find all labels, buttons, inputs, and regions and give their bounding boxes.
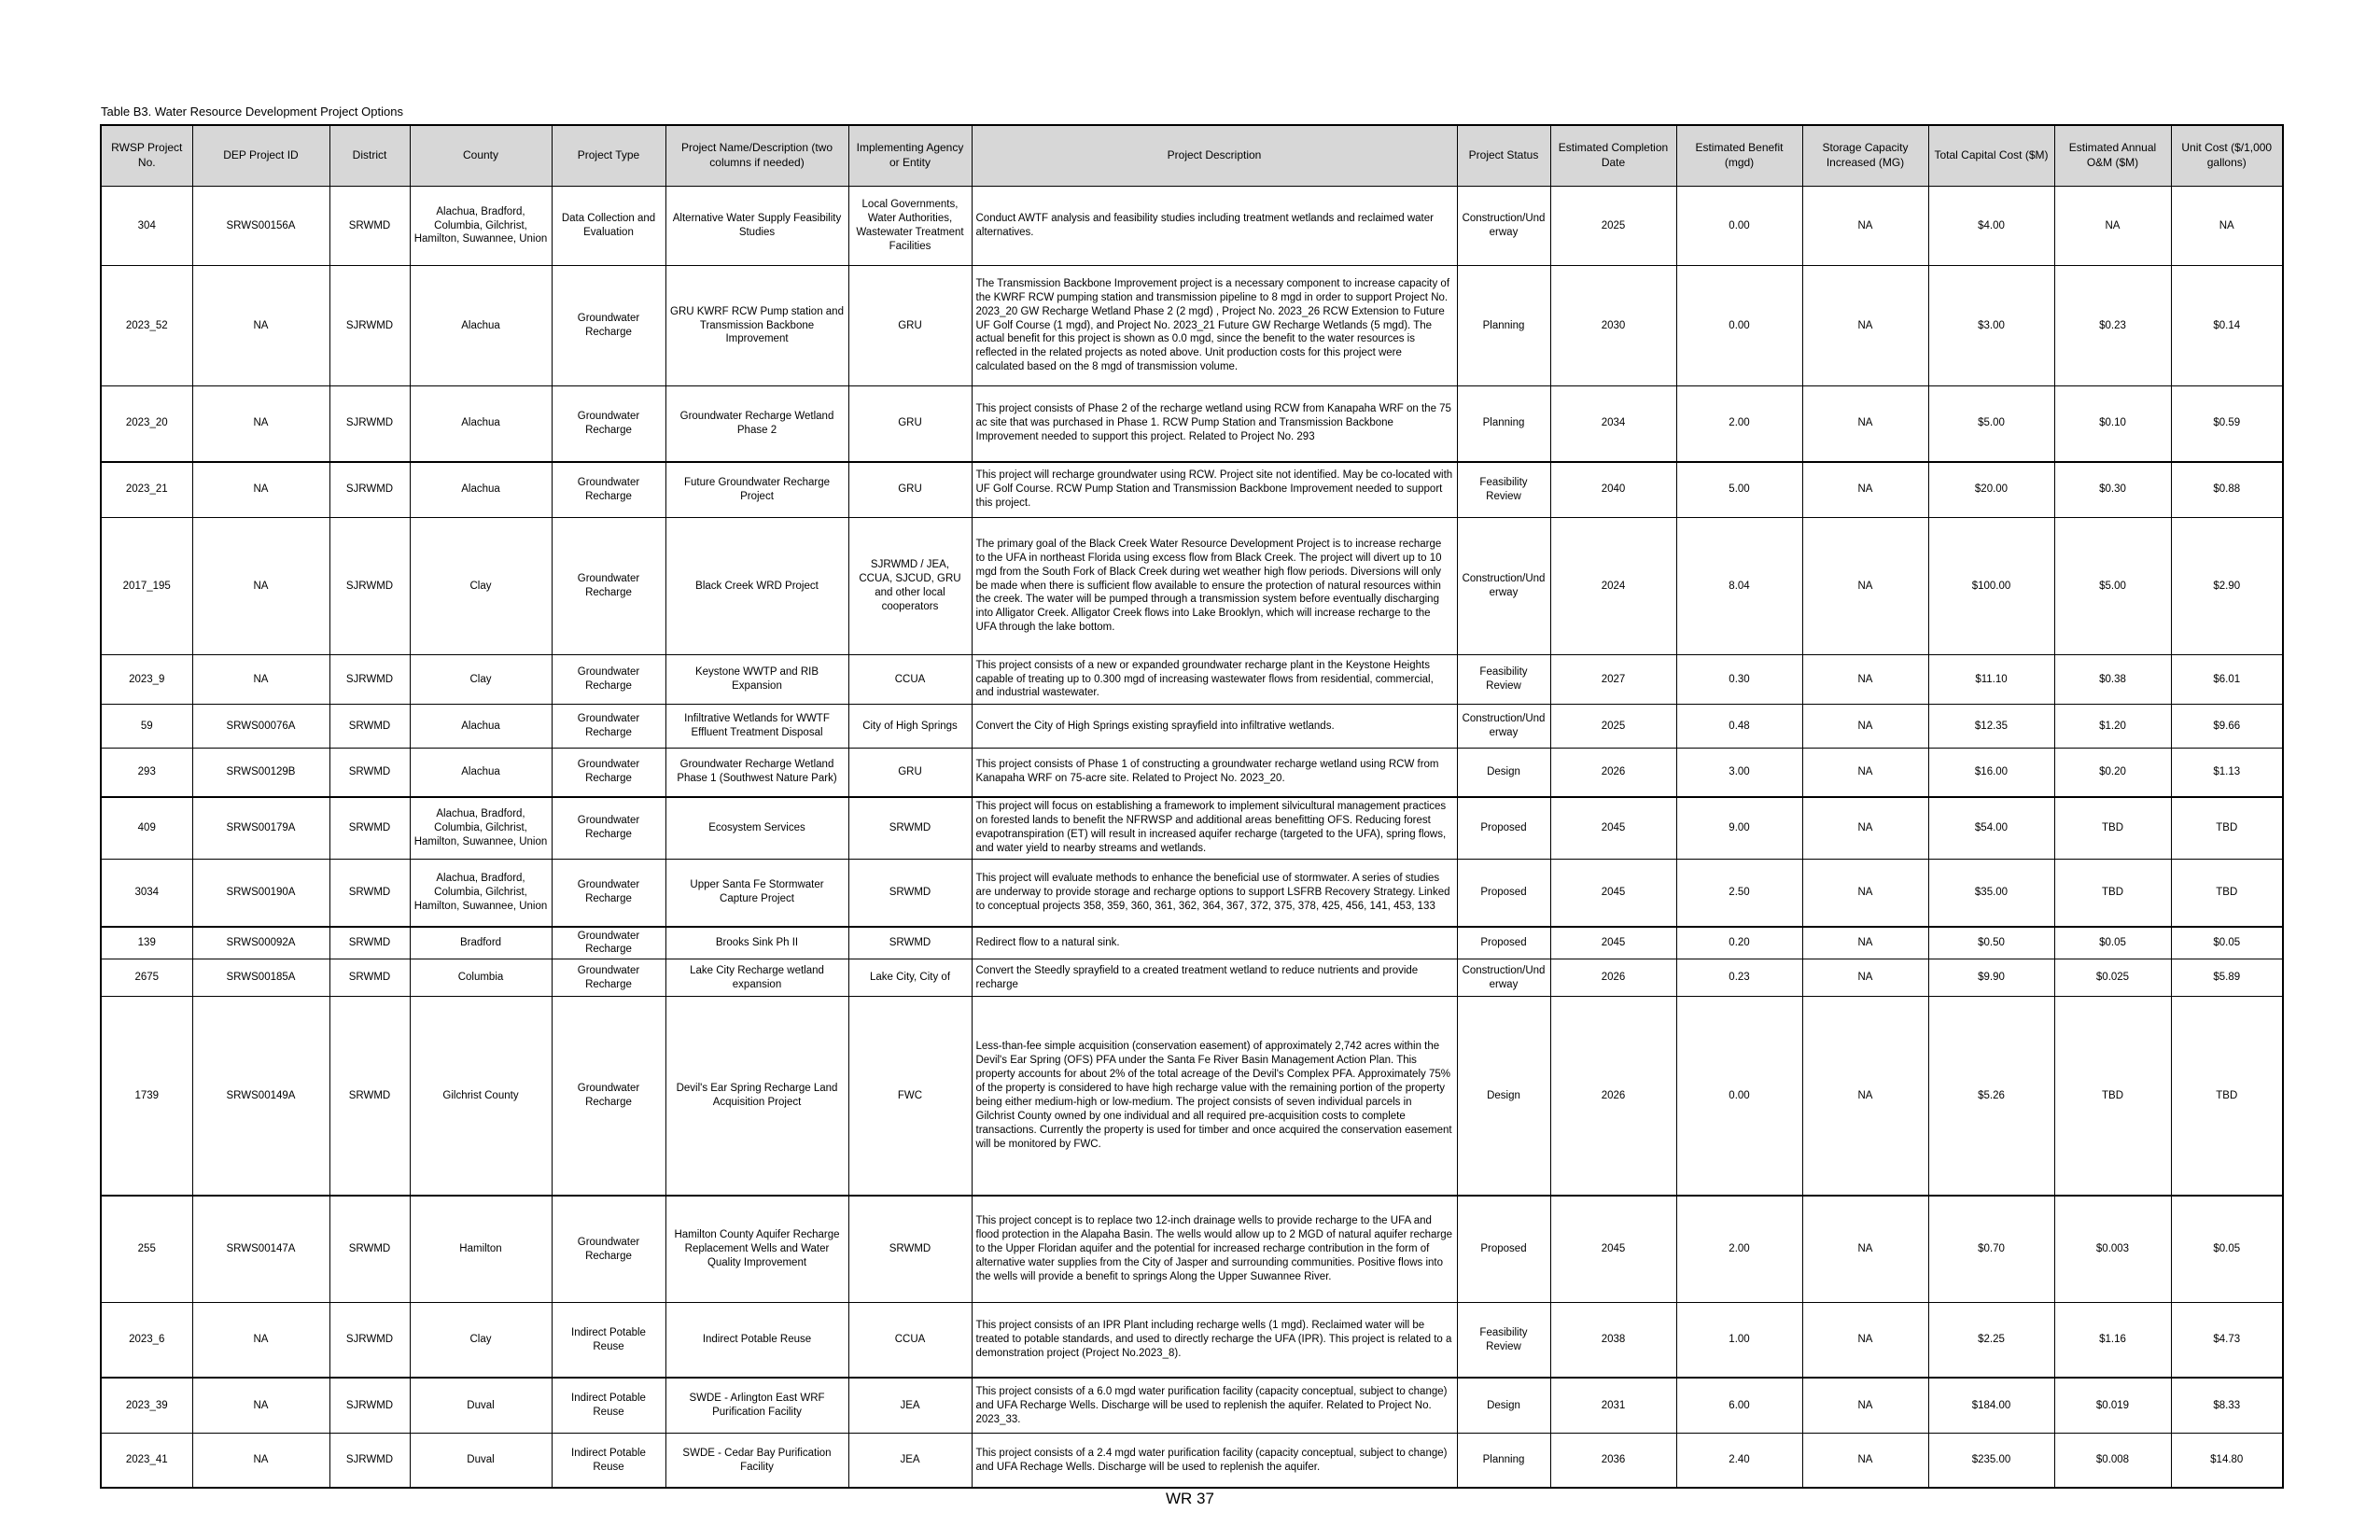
- cell-type: Groundwater Recharge: [552, 959, 665, 997]
- cell-status: Feasibility Review: [1457, 1303, 1550, 1378]
- column-header-name: Project Name/Description (two columns if needed): [665, 125, 848, 187]
- cell-county: Gilchrist County: [410, 997, 552, 1196]
- cell-dep_id: NA: [192, 1434, 329, 1488]
- cell-description: This project consists of a 2.4 mgd water purification facility (capacity conceptual, subject to change) and UFA Rechage Wells. Discharge will be used to replenish the aquifer.: [972, 1434, 1457, 1488]
- cell-type: Groundwater Recharge: [552, 860, 665, 927]
- cell-storage_mg: NA: [1802, 797, 1928, 860]
- column-header-type: Project Type: [552, 125, 665, 187]
- cell-description: This project will evaluate methods to enhance the beneficial use of stormwater. A series of studies are underway to provide storage and recharge options to support LSFRB Recovery Strategy. Linked to conceptual projects 358, 359, 360, 361, 362, 364, 367, 372, 375, 378, 425, 456, 141, 453, 133: [972, 860, 1457, 927]
- cell-completion: 2030: [1550, 266, 1676, 386]
- cell-storage_mg: NA: [1802, 1378, 1928, 1434]
- cell-unit_cost: $9.66: [2171, 705, 2283, 749]
- cell-status: Construction/Underway: [1457, 187, 1550, 266]
- cell-county: Alachua: [410, 749, 552, 797]
- cell-unit_cost: TBD: [2171, 997, 2283, 1196]
- cell-type: Groundwater Recharge: [552, 1196, 665, 1303]
- cell-benefit_mgd: 1.00: [1676, 1303, 1802, 1378]
- cell-capital_cost: $5.00: [1928, 386, 2054, 462]
- cell-annual_om: $1.20: [2054, 705, 2171, 749]
- cell-annual_om: $0.20: [2054, 749, 2171, 797]
- table-row: [101, 266, 2283, 386]
- cell-storage_mg: NA: [1802, 386, 1928, 462]
- cell-county: Clay: [410, 655, 552, 705]
- cell-type: Groundwater Recharge: [552, 386, 665, 462]
- cell-unit_cost: $0.05: [2171, 927, 2283, 959]
- cell-district: SJRWMD: [329, 518, 410, 655]
- cell-capital_cost: $5.26: [1928, 997, 2054, 1196]
- cell-type: Groundwater Recharge: [552, 266, 665, 386]
- table-row: [101, 1303, 2283, 1378]
- cell-district: SJRWMD: [329, 462, 410, 518]
- cell-storage_mg: NA: [1802, 860, 1928, 927]
- cell-benefit_mgd: 0.20: [1676, 927, 1802, 959]
- cell-name: Groundwater Recharge Wetland Phase 2: [665, 386, 848, 462]
- cell-description: This project consists of a 6.0 mgd water purification facility (capacity conceptual, subject to change) and UFA Recharge Wells. Discharge will be used to replenish the aquifer. Related to Project No. 2023_33.: [972, 1378, 1457, 1434]
- cell-benefit_mgd: 0.23: [1676, 959, 1802, 997]
- cell-name: Black Creek WRD Project: [665, 518, 848, 655]
- cell-district: SJRWMD: [329, 1434, 410, 1488]
- cell-agency: Local Governments, Water Authorities, Wastewater Treatment Facilities: [848, 187, 972, 266]
- cell-benefit_mgd: 5.00: [1676, 462, 1802, 518]
- cell-annual_om: $5.00: [2054, 518, 2171, 655]
- cell-annual_om: $0.10: [2054, 386, 2171, 462]
- cell-annual_om: TBD: [2054, 997, 2171, 1196]
- cell-completion: 2025: [1550, 705, 1676, 749]
- table-row: [101, 959, 2283, 997]
- cell-name: Infiltrative Wetlands for WWTF Effluent Treatment Disposal: [665, 705, 848, 749]
- cell-id: 1739: [101, 997, 192, 1196]
- cell-status: Proposed: [1457, 1196, 1550, 1303]
- cell-agency: GRU: [848, 266, 972, 386]
- page-footer: WR 37: [1166, 1490, 1214, 1507]
- cell-completion: 2036: [1550, 1434, 1676, 1488]
- cell-dep_id: NA: [192, 518, 329, 655]
- cell-agency: GRU: [848, 749, 972, 797]
- cell-storage_mg: NA: [1802, 462, 1928, 518]
- cell-agency: SJRWMD / JEA, CCUA, SJCUD, GRU and other local cooperators: [848, 518, 972, 655]
- cell-completion: 2031: [1550, 1378, 1676, 1434]
- cell-annual_om: $0.30: [2054, 462, 2171, 518]
- cell-id: 2675: [101, 959, 192, 997]
- cell-unit_cost: $0.59: [2171, 386, 2283, 462]
- cell-status: Design: [1457, 749, 1550, 797]
- cell-status: Construction/Underway: [1457, 705, 1550, 749]
- cell-completion: 2026: [1550, 997, 1676, 1196]
- cell-storage_mg: NA: [1802, 927, 1928, 959]
- cell-benefit_mgd: 0.00: [1676, 266, 1802, 386]
- table-header-row: [101, 125, 2283, 187]
- cell-status: Feasibility Review: [1457, 655, 1550, 705]
- cell-description: Convert the City of High Springs existing sprayfield into infiltrative wetlands.: [972, 705, 1457, 749]
- cell-agency: JEA: [848, 1378, 972, 1434]
- column-header-annual_om: Estimated Annual O&M ($M): [2054, 125, 2171, 187]
- cell-status: Proposed: [1457, 797, 1550, 860]
- cell-status: Design: [1457, 1378, 1550, 1434]
- cell-unit_cost: $8.33: [2171, 1378, 2283, 1434]
- cell-unit_cost: $4.73: [2171, 1303, 2283, 1378]
- cell-annual_om: NA: [2054, 187, 2171, 266]
- cell-completion: 2045: [1550, 860, 1676, 927]
- cell-description: Conduct AWTF analysis and feasibility studies including treatment wetlands and reclaimed water alternatives.: [972, 187, 1457, 266]
- cell-dep_id: SRWS00147A: [192, 1196, 329, 1303]
- cell-benefit_mgd: 2.00: [1676, 1196, 1802, 1303]
- cell-name: Upper Santa Fe Stormwater Capture Project: [665, 860, 848, 927]
- cell-unit_cost: NA: [2171, 187, 2283, 266]
- cell-capital_cost: $4.00: [1928, 187, 2054, 266]
- cell-county: Clay: [410, 518, 552, 655]
- cell-name: Devil's Ear Spring Recharge Land Acquisition Project: [665, 997, 848, 1196]
- cell-county: Clay: [410, 1303, 552, 1378]
- table-row: [101, 386, 2283, 462]
- cell-name: Future Groundwater Recharge Project: [665, 462, 848, 518]
- cell-description: Convert the Steedly sprayfield to a created treatment wetland to reduce nutrients and provide recharge: [972, 959, 1457, 997]
- cell-id: 293: [101, 749, 192, 797]
- cell-agency: GRU: [848, 462, 972, 518]
- cell-county: Alachua: [410, 705, 552, 749]
- column-header-description: Project Description: [972, 125, 1457, 187]
- cell-unit_cost: $0.05: [2171, 1196, 2283, 1303]
- cell-description: This project will recharge groundwater using RCW. Project site not identified. May be co-located with UF Golf Course. RCW Pump Station and Transmission Backbone Improvement needed to support this project.: [972, 462, 1457, 518]
- cell-agency: City of High Springs: [848, 705, 972, 749]
- cell-annual_om: TBD: [2054, 860, 2171, 927]
- cell-county: Bradford: [410, 927, 552, 959]
- cell-benefit_mgd: 2.40: [1676, 1434, 1802, 1488]
- cell-type: Data Collection and Evaluation: [552, 187, 665, 266]
- column-header-unit_cost: Unit Cost ($/1,000 gallons): [2171, 125, 2283, 187]
- cell-capital_cost: $2.25: [1928, 1303, 2054, 1378]
- column-header-benefit_mgd: Estimated Benefit (mgd): [1676, 125, 1802, 187]
- column-header-completion: Estimated Completion Date: [1550, 125, 1676, 187]
- cell-completion: 2038: [1550, 1303, 1676, 1378]
- column-header-id: RWSP Project No.: [101, 125, 192, 187]
- cell-name: Ecosystem Services: [665, 797, 848, 860]
- cell-county: Alachua, Bradford, Columbia, Gilchrist, Hamilton, Suwannee, Union: [410, 187, 552, 266]
- table-row: [101, 749, 2283, 797]
- cell-description: The Transmission Backbone Improvement project is a necessary component to increase capacity of the KWRF RCW pumping station and transmission pipeline to 8 mgd in order to support Project No. 2023_20 GW Recharge Wetland Phase 2 (2 mgd) , Project No. 2023_26 RCW Extension to Future UF Golf Course (1 mgd), and Project No. 2023_21 Future GW Recharge Wetlands (5 mgd). The actual benefit for this project is shown as 0.0 mgd, since the benefit to the water resources is reflected in the related projects as noted above. Unit production costs for this project were calculated based on the 8 mgd of transmission volume.: [972, 266, 1457, 386]
- cell-id: 2017_195: [101, 518, 192, 655]
- cell-dep_id: SRWS00190A: [192, 860, 329, 927]
- cell-dep_id: NA: [192, 266, 329, 386]
- cell-type: Groundwater Recharge: [552, 797, 665, 860]
- cell-type: Groundwater Recharge: [552, 997, 665, 1196]
- cell-district: SRWMD: [329, 705, 410, 749]
- projects-table: [100, 124, 2284, 1489]
- table-row: [101, 705, 2283, 749]
- table-row: [101, 1378, 2283, 1434]
- cell-agency: CCUA: [848, 655, 972, 705]
- cell-district: SJRWMD: [329, 266, 410, 386]
- cell-annual_om: TBD: [2054, 797, 2171, 860]
- cell-dep_id: SRWS00156A: [192, 187, 329, 266]
- cell-description: This project will focus on establishing a framework to implement silvicultural management practices on forested lands to benefit the NFRWSP and additional areas benefitting OFS. Reducing forest evapotranspiration (ET) will result in increased aquifer recharge (targeted to the UFA), spring flows, and water yield to nearby streams and wetlands.: [972, 797, 1457, 860]
- cell-id: 2023_21: [101, 462, 192, 518]
- cell-dep_id: NA: [192, 1378, 329, 1434]
- cell-status: Planning: [1457, 266, 1550, 386]
- cell-dep_id: SRWS00076A: [192, 705, 329, 749]
- cell-description: This project consists of Phase 1 of constructing a groundwater recharge wetland using RCW from Kanapaha WRF on 75-acre site. Related to Project No. 2023_20.: [972, 749, 1457, 797]
- cell-status: Proposed: [1457, 860, 1550, 927]
- cell-unit_cost: $5.89: [2171, 959, 2283, 997]
- cell-benefit_mgd: 2.50: [1676, 860, 1802, 927]
- cell-capital_cost: $184.00: [1928, 1378, 2054, 1434]
- cell-benefit_mgd: 0.00: [1676, 997, 1802, 1196]
- cell-capital_cost: $12.35: [1928, 705, 2054, 749]
- cell-county: Duval: [410, 1378, 552, 1434]
- cell-district: SJRWMD: [329, 655, 410, 705]
- cell-county: Alachua, Bradford, Columbia, Gilchrist, Hamilton, Suwannee, Union: [410, 860, 552, 927]
- cell-completion: 2045: [1550, 797, 1676, 860]
- cell-completion: 2040: [1550, 462, 1676, 518]
- cell-storage_mg: NA: [1802, 705, 1928, 749]
- cell-type: Groundwater Recharge: [552, 655, 665, 705]
- cell-description: This project consists of Phase 2 of the recharge wetland using RCW from Kanapaha WRF on the 75 ac site that was purchased in Phase 1. RCW Pump Station and Transmission Backbone Improvement needed to support this project. Related to Project No. 293: [972, 386, 1457, 462]
- cell-agency: CCUA: [848, 1303, 972, 1378]
- table-row: [101, 187, 2283, 266]
- cell-id: 2023_20: [101, 386, 192, 462]
- cell-type: Groundwater Recharge: [552, 927, 665, 959]
- cell-id: 409: [101, 797, 192, 860]
- cell-description: This project consists of a new or expanded groundwater recharge plant in the Keystone Heights capable of treating up to 0.300 mgd of increasing wastewater flows from residential, commercial, and industrial wastewater.: [972, 655, 1457, 705]
- cell-description: This project concept is to replace two 12-inch drainage wells to provide recharge to the UFA and flood protection in the Alapaha Basin. The wells would allow up to 2 MGD of natural aquifer recharge to the Upper Floridan aquifer and the potential for increased recharge contribution in the form of alternative water supplies from the City of Jasper and surrounding communities. Positive flows into the wells will provide a benefit to springs Along the Upper Suwannee River.: [972, 1196, 1457, 1303]
- cell-unit_cost: $14.80: [2171, 1434, 2283, 1488]
- cell-agency: JEA: [848, 1434, 972, 1488]
- cell-capital_cost: $9.90: [1928, 959, 2054, 997]
- cell-id: 2023_39: [101, 1378, 192, 1434]
- cell-district: SRWMD: [329, 860, 410, 927]
- cell-status: Proposed: [1457, 927, 1550, 959]
- table-row: [101, 797, 2283, 860]
- cell-id: 2023_41: [101, 1434, 192, 1488]
- cell-capital_cost: $235.00: [1928, 1434, 2054, 1488]
- cell-completion: 2045: [1550, 1196, 1676, 1303]
- cell-agency: Lake City, City of: [848, 959, 972, 997]
- cell-county: Hamilton: [410, 1196, 552, 1303]
- cell-type: Groundwater Recharge: [552, 749, 665, 797]
- cell-name: Alternative Water Supply Feasibility Studies: [665, 187, 848, 266]
- cell-benefit_mgd: 3.00: [1676, 749, 1802, 797]
- cell-benefit_mgd: 8.04: [1676, 518, 1802, 655]
- cell-id: 59: [101, 705, 192, 749]
- cell-district: SRWMD: [329, 749, 410, 797]
- cell-district: SJRWMD: [329, 386, 410, 462]
- cell-name: Groundwater Recharge Wetland Phase 1 (Southwest Nature Park): [665, 749, 848, 797]
- cell-dep_id: SRWS00185A: [192, 959, 329, 997]
- cell-storage_mg: NA: [1802, 997, 1928, 1196]
- table-row: [101, 997, 2283, 1196]
- cell-county: Columbia: [410, 959, 552, 997]
- cell-description: The primary goal of the Black Creek Water Resource Development Project is to increase recharge to the UFA in northeast Florida using excess flow from Black Creek. The project will divert up to 10 mgd from the South Fork of Black Creek during wet weather high flow periods. Diversions will only be made when there is sufficient flow available to ensure the protection of natural resources within the creek. The water will be pumped through a transmission system before eventually discharging into Alligator Creek. Alligator Creek flows into Lake Brooklyn, which will increase recharge to the UFA through the lake bottom.: [972, 518, 1457, 655]
- cell-type: Indirect Potable Reuse: [552, 1434, 665, 1488]
- cell-status: Feasibility Review: [1457, 462, 1550, 518]
- cell-dep_id: SRWS00149A: [192, 997, 329, 1196]
- cell-name: GRU KWRF RCW Pump station and Transmission Backbone Improvement: [665, 266, 848, 386]
- cell-id: 3034: [101, 860, 192, 927]
- cell-type: Indirect Potable Reuse: [552, 1303, 665, 1378]
- cell-type: Groundwater Recharge: [552, 462, 665, 518]
- cell-storage_mg: NA: [1802, 749, 1928, 797]
- cell-type: Groundwater Recharge: [552, 705, 665, 749]
- table-row: [101, 1196, 2283, 1303]
- column-header-capital_cost: Total Capital Cost ($M): [1928, 125, 2054, 187]
- cell-status: Planning: [1457, 386, 1550, 462]
- cell-completion: 2034: [1550, 386, 1676, 462]
- cell-completion: 2045: [1550, 927, 1676, 959]
- cell-unit_cost: $2.90: [2171, 518, 2283, 655]
- cell-name: SWDE - Cedar Bay Purification Facility: [665, 1434, 848, 1488]
- cell-annual_om: $0.025: [2054, 959, 2171, 997]
- cell-capital_cost: $20.00: [1928, 462, 2054, 518]
- cell-benefit_mgd: 0.30: [1676, 655, 1802, 705]
- cell-id: 304: [101, 187, 192, 266]
- cell-annual_om: $0.05: [2054, 927, 2171, 959]
- column-header-status: Project Status: [1457, 125, 1550, 187]
- cell-county: Duval: [410, 1434, 552, 1488]
- cell-dep_id: NA: [192, 386, 329, 462]
- cell-status: Planning: [1457, 1434, 1550, 1488]
- column-header-agency: Implementing Agency or Entity: [848, 125, 972, 187]
- cell-type: Groundwater Recharge: [552, 518, 665, 655]
- table-row: [101, 655, 2283, 705]
- cell-dep_id: NA: [192, 462, 329, 518]
- cell-name: Hamilton County Aquifer Recharge Replacement Wells and Water Quality Improvement: [665, 1196, 848, 1303]
- cell-status: Construction/Underway: [1457, 959, 1550, 997]
- cell-annual_om: $0.019: [2054, 1378, 2171, 1434]
- cell-status: Construction/Underway: [1457, 518, 1550, 655]
- cell-storage_mg: NA: [1802, 1196, 1928, 1303]
- table-row: [101, 860, 2283, 927]
- cell-annual_om: $0.008: [2054, 1434, 2171, 1488]
- cell-agency: SRWMD: [848, 927, 972, 959]
- cell-capital_cost: $35.00: [1928, 860, 2054, 927]
- table-row: [101, 462, 2283, 518]
- cell-district: SJRWMD: [329, 1378, 410, 1434]
- cell-district: SRWMD: [329, 797, 410, 860]
- cell-county: Alachua: [410, 266, 552, 386]
- cell-benefit_mgd: 9.00: [1676, 797, 1802, 860]
- cell-description: Less-than-fee simple acquisition (conservation easement) of approximately 2,742 acres within the Devil's Ear Spring (OFS) PFA under the Santa Fe River Basin Management Action Plan. This property accounts for about 2% of the total acreage of the Devil's Complex PFA. Approximately 75% of the property is considered to have high recharge value with the remaining portion of the property being either medium-high or low-medium. The project consists of seven individual parcels in Gilchrist County owned by one individual and all required pre-acquisition costs to complete transactions. Currently the property is used for timber and once acquired the conservation easement will be monitored by FWC.: [972, 997, 1457, 1196]
- cell-district: SRWMD: [329, 1196, 410, 1303]
- cell-capital_cost: $54.00: [1928, 797, 2054, 860]
- cell-agency: FWC: [848, 997, 972, 1196]
- column-header-storage_mg: Storage Capacity Increased (MG): [1802, 125, 1928, 187]
- column-header-county: County: [410, 125, 552, 187]
- cell-benefit_mgd: 0.00: [1676, 187, 1802, 266]
- cell-capital_cost: $3.00: [1928, 266, 2054, 386]
- cell-id: 2023_6: [101, 1303, 192, 1378]
- cell-agency: SRWMD: [848, 860, 972, 927]
- cell-benefit_mgd: 0.48: [1676, 705, 1802, 749]
- cell-id: 139: [101, 927, 192, 959]
- cell-benefit_mgd: 2.00: [1676, 386, 1802, 462]
- cell-agency: SRWMD: [848, 1196, 972, 1303]
- cell-status: Design: [1457, 997, 1550, 1196]
- cell-dep_id: NA: [192, 1303, 329, 1378]
- cell-unit_cost: TBD: [2171, 797, 2283, 860]
- cell-annual_om: $0.23: [2054, 266, 2171, 386]
- table-row: [101, 1434, 2283, 1488]
- cell-storage_mg: NA: [1802, 266, 1928, 386]
- cell-id: 255: [101, 1196, 192, 1303]
- cell-county: Alachua: [410, 462, 552, 518]
- cell-id: 2023_9: [101, 655, 192, 705]
- cell-district: SRWMD: [329, 927, 410, 959]
- cell-county: Alachua, Bradford, Columbia, Gilchrist, Hamilton, Suwannee, Union: [410, 797, 552, 860]
- cell-agency: SRWMD: [848, 797, 972, 860]
- cell-storage_mg: NA: [1802, 1434, 1928, 1488]
- cell-dep_id: SRWS00092A: [192, 927, 329, 959]
- cell-name: SWDE - Arlington East WRF Purification Facility: [665, 1378, 848, 1434]
- cell-capital_cost: $16.00: [1928, 749, 2054, 797]
- cell-district: SRWMD: [329, 997, 410, 1196]
- cell-dep_id: SRWS00179A: [192, 797, 329, 860]
- cell-completion: 2026: [1550, 959, 1676, 997]
- cell-unit_cost: $1.13: [2171, 749, 2283, 797]
- cell-capital_cost: $0.50: [1928, 927, 2054, 959]
- cell-capital_cost: $100.00: [1928, 518, 2054, 655]
- cell-name: Brooks Sink Ph II: [665, 927, 848, 959]
- cell-benefit_mgd: 6.00: [1676, 1378, 1802, 1434]
- cell-district: SRWMD: [329, 959, 410, 997]
- cell-annual_om: $0.003: [2054, 1196, 2171, 1303]
- cell-capital_cost: $0.70: [1928, 1196, 2054, 1303]
- cell-type: Indirect Potable Reuse: [552, 1378, 665, 1434]
- cell-unit_cost: TBD: [2171, 860, 2283, 927]
- cell-id: 2023_52: [101, 266, 192, 386]
- cell-storage_mg: NA: [1802, 1303, 1928, 1378]
- page-title: Table B3. Water Resource Development Project Options: [101, 105, 403, 119]
- column-header-dep_id: DEP Project ID: [192, 125, 329, 187]
- cell-storage_mg: NA: [1802, 187, 1928, 266]
- cell-completion: 2024: [1550, 518, 1676, 655]
- cell-county: Alachua: [410, 386, 552, 462]
- cell-storage_mg: NA: [1802, 959, 1928, 997]
- table-row: [101, 927, 2283, 959]
- cell-description: Redirect flow to a natural sink.: [972, 927, 1457, 959]
- cell-completion: 2025: [1550, 187, 1676, 266]
- cell-dep_id: SRWS00129B: [192, 749, 329, 797]
- cell-annual_om: $0.38: [2054, 655, 2171, 705]
- cell-annual_om: $1.16: [2054, 1303, 2171, 1378]
- table-row: [101, 518, 2283, 655]
- cell-storage_mg: NA: [1802, 518, 1928, 655]
- cell-completion: 2026: [1550, 749, 1676, 797]
- cell-name: Lake City Recharge wetland expansion: [665, 959, 848, 997]
- cell-storage_mg: NA: [1802, 655, 1928, 705]
- cell-name: Indirect Potable Reuse: [665, 1303, 848, 1378]
- column-header-district: District: [329, 125, 410, 187]
- cell-agency: GRU: [848, 386, 972, 462]
- cell-name: Keystone WWTP and RIB Expansion: [665, 655, 848, 705]
- cell-unit_cost: $6.01: [2171, 655, 2283, 705]
- cell-unit_cost: $0.14: [2171, 266, 2283, 386]
- cell-unit_cost: $0.88: [2171, 462, 2283, 518]
- cell-description: This project consists of an IPR Plant including recharge wells (1 mgd). Reclaimed water will be treated to potable standards, and used to directly recharge the UFA (IPR). This project is related to a demonstration project (Project No.2023_8).: [972, 1303, 1457, 1378]
- cell-district: SRWMD: [329, 187, 410, 266]
- cell-dep_id: NA: [192, 655, 329, 705]
- cell-completion: 2027: [1550, 655, 1676, 705]
- cell-district: SJRWMD: [329, 1303, 410, 1378]
- cell-capital_cost: $11.10: [1928, 655, 2054, 705]
